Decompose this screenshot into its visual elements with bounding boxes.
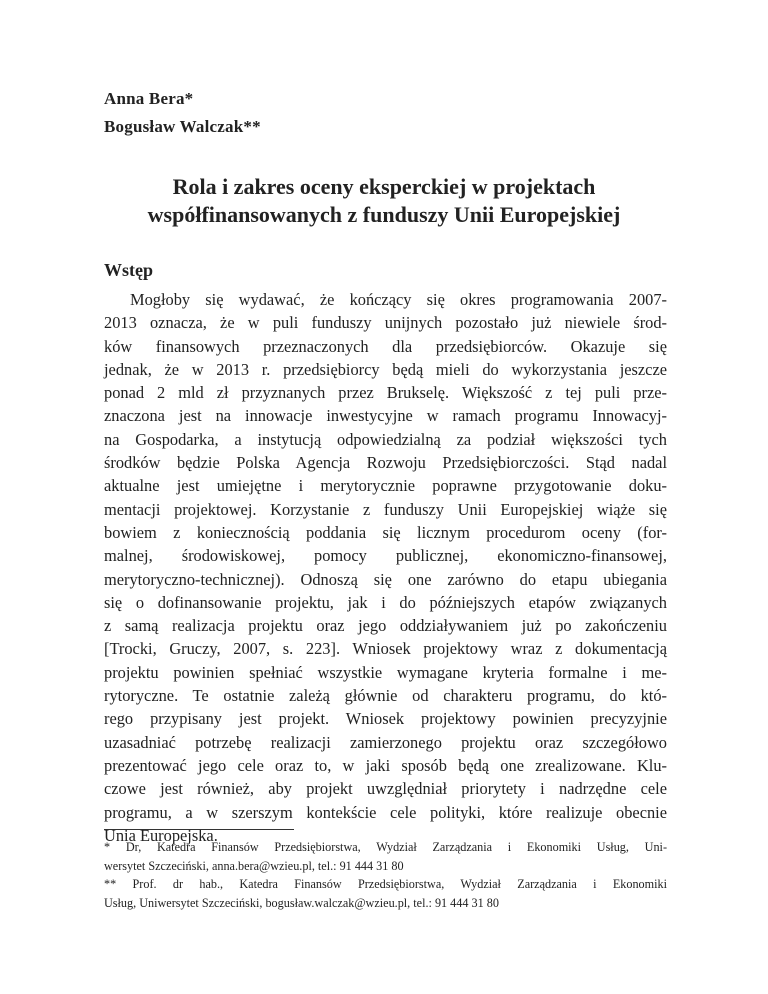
paragraph-line: bowiem z koniecznością poddania się licznym procedurom oceny (for-	[104, 522, 667, 542]
paragraph-line: z samą realizacja projektu oraz jego oddziaływaniem już po zakończeniu	[104, 616, 667, 636]
paragraph-line: jednak, że w 2013 r. przedsiębiorcy będą mieli do wykorzystania jeszcze	[104, 359, 667, 379]
paragraph-line: aktualne jest umiejętne i merytorycznie poprawne przygotowanie doku-	[104, 476, 667, 496]
paragraph-line: ków finansowych przeznaczonych dla przedsiębiorców. Okazuje się	[104, 336, 667, 356]
title-line: Rola i zakres oceny eksperckiej w projektach	[172, 174, 596, 199]
article-title	[80, 173, 688, 229]
footnotes	[104, 838, 667, 912]
paragraph-line: merytoryczno-technicznej). Odnoszą się one zarówno do etapu ubiegania	[104, 569, 667, 589]
paragraph-line: 2013 oznacza, że w puli funduszy unijnych pozostało już niewiele środ-	[104, 313, 667, 333]
author-name: Anna Bera*	[104, 89, 194, 108]
section-heading: Wstęp	[104, 260, 153, 280]
paragraph-line: [Trocki, Gruczy, 2007, s. 223]. Wniosek projektowy wraz z dokumentacją	[104, 639, 667, 659]
footnote-line: Usług, Uniwersytet Szczeciński, bogusław.walczak@wzieu.pl, tel.: 91 444 31 80	[104, 895, 499, 910]
paragraph-line: znaczona jest na innowacje inwestycyjne w ramach programu Innowacyj-	[104, 406, 667, 426]
body-paragraph	[104, 288, 667, 847]
paragraph-line: projektu powinien spełniać wszystkie wymagane kryteria formalne i me-	[104, 662, 667, 682]
paragraph-line: malnej, środowiskowej, pomocy publicznej, ekonomiczno-finansowej,	[104, 546, 667, 566]
paragraph-line: mentacji projektowej. Korzystanie z funduszy Unii Europejskiej wiąże się	[104, 499, 667, 519]
footnote-line: wersytet Szczeciński, anna.bera@wzieu.pl, tel.: 91 444 31 80	[104, 858, 404, 873]
paragraph-line: programu, a w szerszym kontekście cele polityki, które realizuje obecnie	[104, 802, 667, 822]
paragraph-line: Mogłoby się wydawać, że kończący się okres programowania 2007-	[130, 290, 667, 309]
title-line: współfinansowanych z funduszy Unii Europejskiej	[147, 202, 621, 227]
paragraph-line: ponad 2 mld zł przyznanych przez Brukselę. Większość z tej puli prze-	[104, 383, 667, 403]
paragraph-line: rego przypisany jest projekt. Wniosek projektowy powinien precyzyjnie	[104, 709, 667, 729]
paragraph-line: rytoryczne. Te ostatnie zależą głównie od charakteru programu, do któ-	[104, 686, 667, 706]
paragraph-line: uzasadniać potrzebę realizacji zamierzonego projektu oraz szczegółowo	[104, 732, 667, 752]
paragraph-line: na Gospodarka, a instytucją odpowiedzialną za podział większości tych	[104, 429, 667, 449]
paragraph-line: się o dofinansowanie projektu, jak i do późniejszych etapów związanych	[104, 592, 667, 612]
paragraph-line: czowe jest również, aby projekt uwzględniał priorytety i nadrzędne cele	[104, 779, 667, 799]
footnote-line: * Dr, Katedra Finansów Przedsiębiorstwa, Wydział Zarządzania i Ekonomiki Usług, Uni-	[104, 840, 667, 854]
author-name: Bogusław Walczak**	[104, 117, 261, 136]
footnote-divider	[104, 829, 294, 830]
paragraph-line: prezentować jego cele oraz to, w jaki sposób będą one zrealizowane. Klu-	[104, 755, 667, 775]
paragraph-line: środków będzie Polska Agencja Rozwoju Przedsiębiorczości. Stąd nadal	[104, 453, 667, 473]
footnote-line: ** Prof. dr hab., Katedra Finansów Przedsiębiorstwa, Wydział Zarządzania i Ekonomiki	[104, 877, 667, 891]
paragraph-line: Unia Europejska.	[104, 825, 218, 845]
